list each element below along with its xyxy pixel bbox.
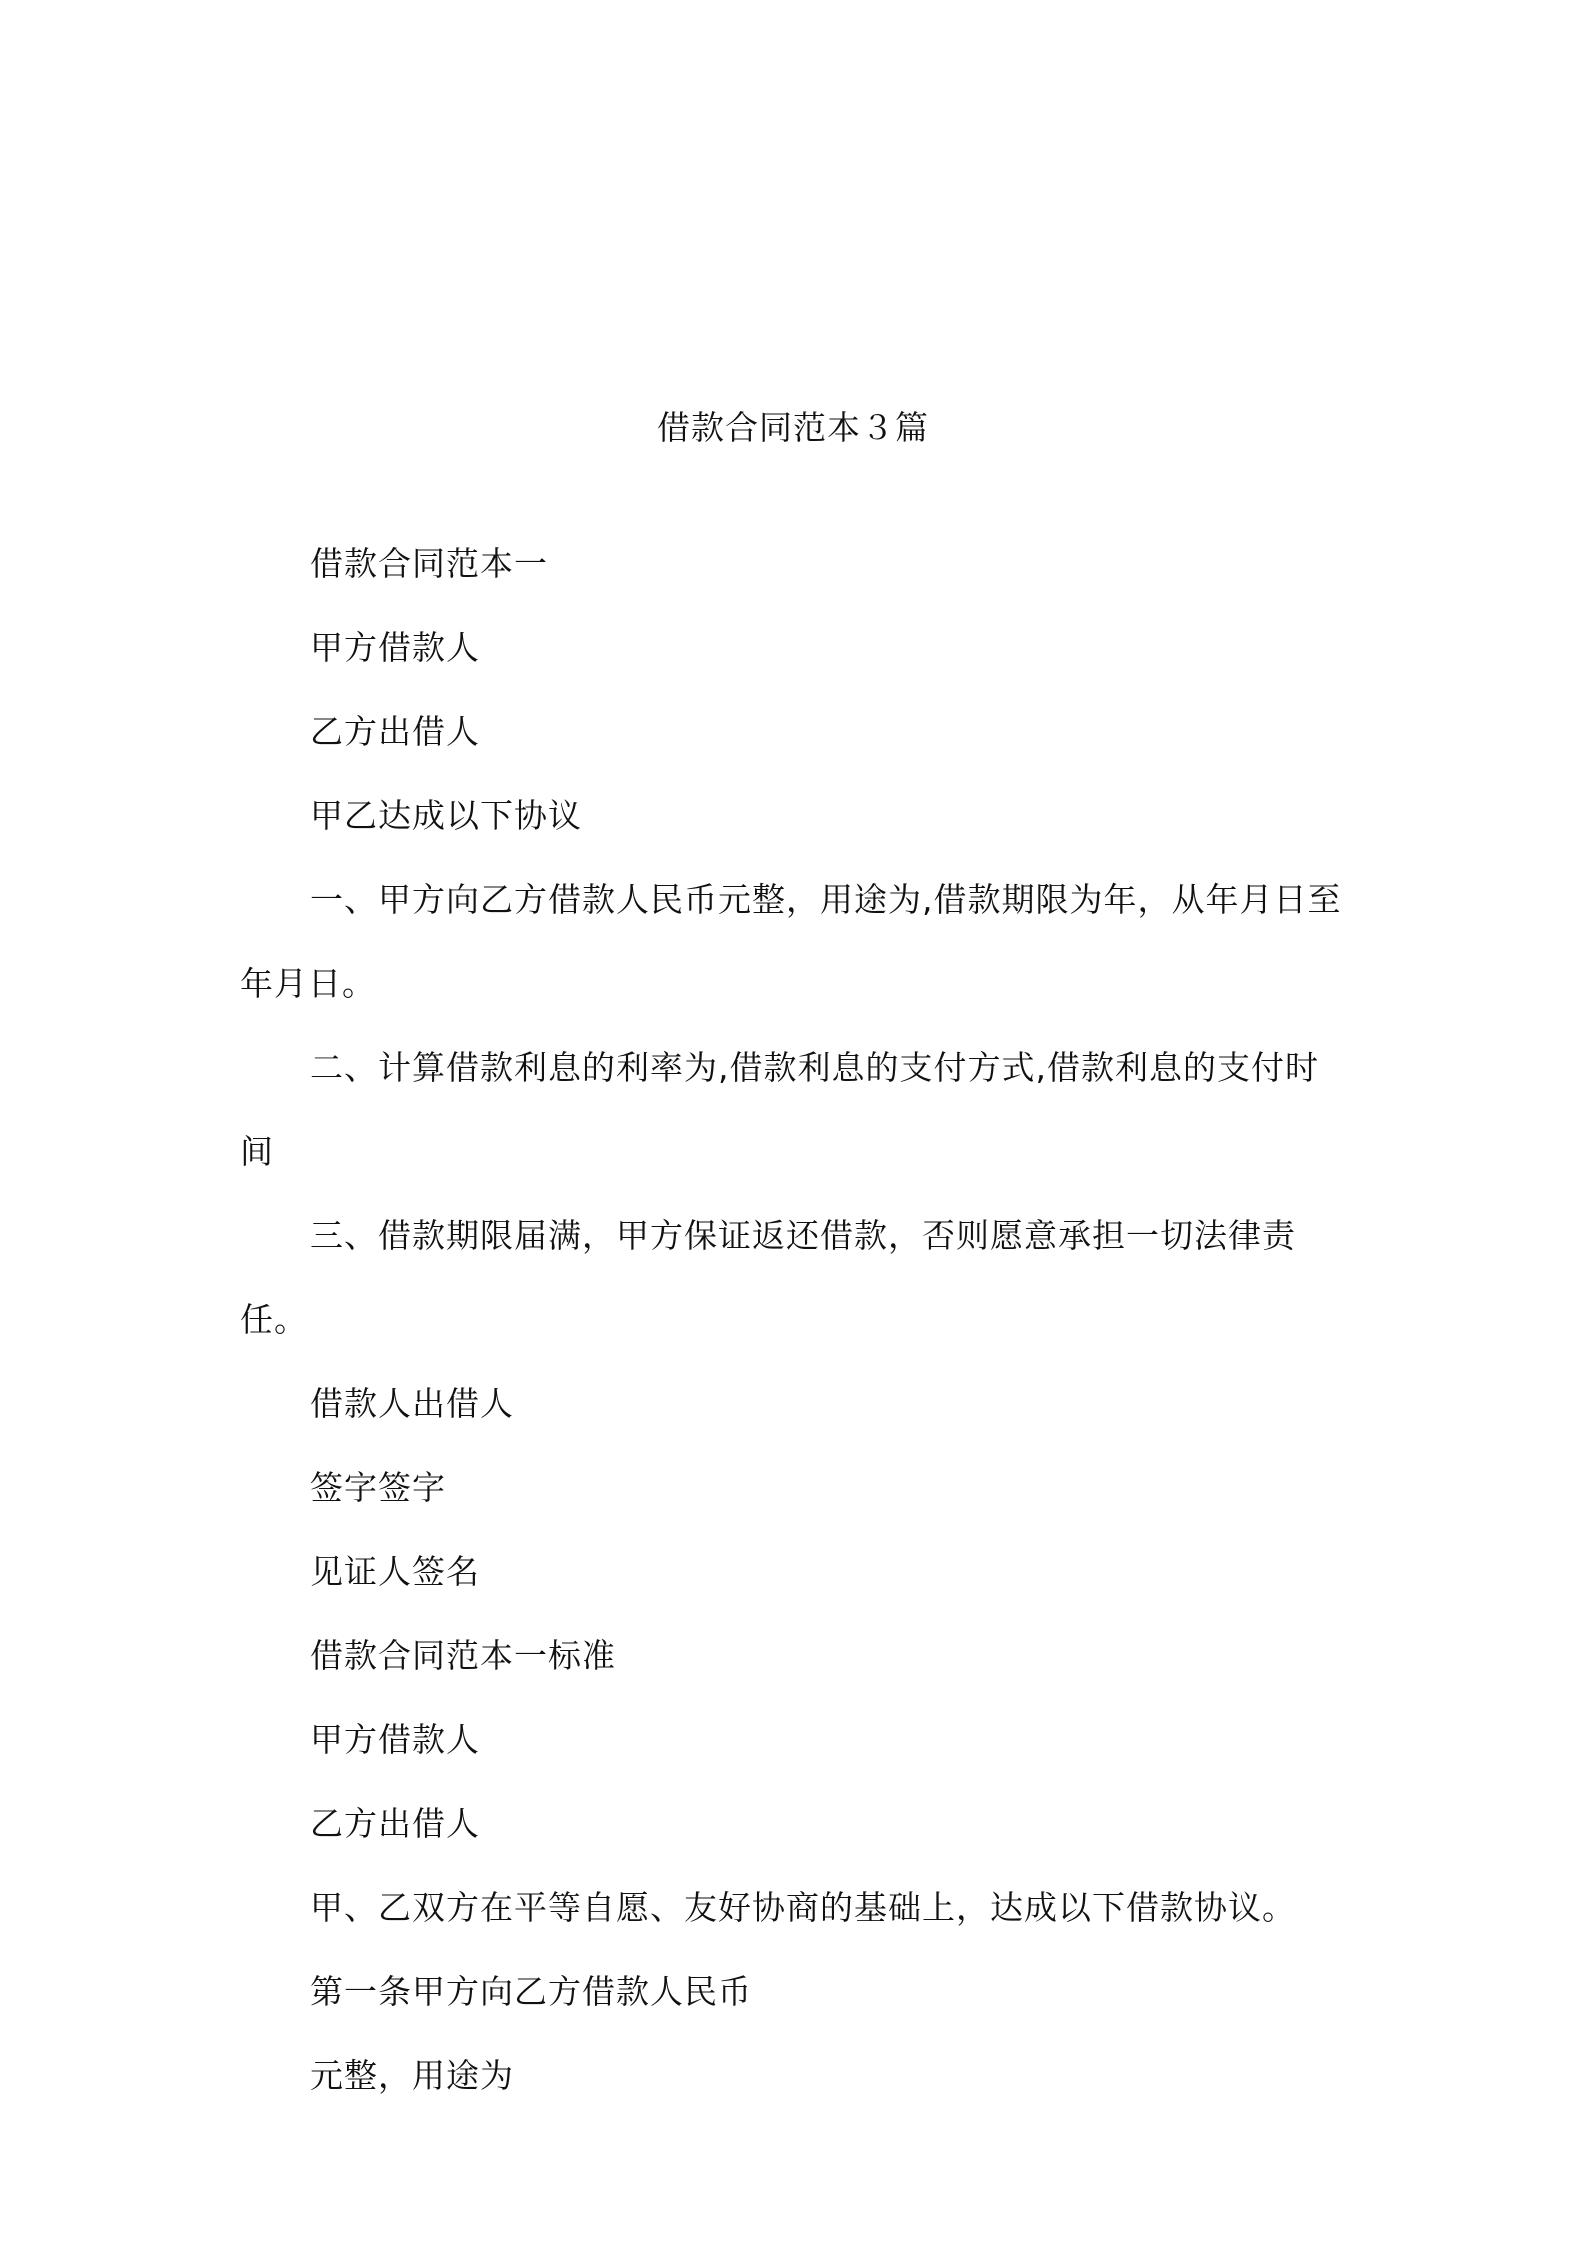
paragraph-sample-one-heading: 借款合同范本一 (310, 544, 548, 583)
paragraph-clause-two: 二、计算借款利息的利率为,借款利息的支付方式,借款利息的支付时间 (240, 1048, 1319, 1171)
document-title: 借款合同范本３篇 (657, 408, 929, 447)
paragraph-article-one-cont: 元整，用途为 (310, 2056, 514, 2095)
paragraph-agreement-intro: 甲乙达成以下协议 (310, 796, 582, 835)
paragraph-signatures: 签字签字 (310, 1468, 446, 1507)
paragraph-signatories: 借款人出借人 (310, 1384, 514, 1423)
paragraph-mutual-agreement: 甲、乙双方在平等自愿、友好协商的基础上，达成以下借款协议。 (310, 1888, 1296, 1927)
paragraph-party-a: 甲方借款人 (310, 628, 480, 667)
document-body (240, 522, 1350, 2118)
paragraph-article-one: 第一条甲方向乙方借款人民币 (310, 1972, 752, 2011)
paragraph-party-b: 乙方出借人 (310, 712, 480, 751)
paragraph-clause-three: 三、借款期限届满，甲方保证返还借款，否则愿意承担一切法律责任。 (240, 1216, 1296, 1339)
paragraph-sample-standard-heading: 借款合同范本一标准 (310, 1636, 616, 1675)
paragraph-witness: 见证人签名 (310, 1552, 480, 1591)
paragraph-party-a-2: 甲方借款人 (310, 1720, 480, 1759)
paragraph-clause-one: 一、甲方向乙方借款人民币元整，用途为,借款期限为年，从年月日至年月日。 (240, 880, 1342, 1003)
paragraph-party-b-2: 乙方出借人 (310, 1804, 480, 1843)
